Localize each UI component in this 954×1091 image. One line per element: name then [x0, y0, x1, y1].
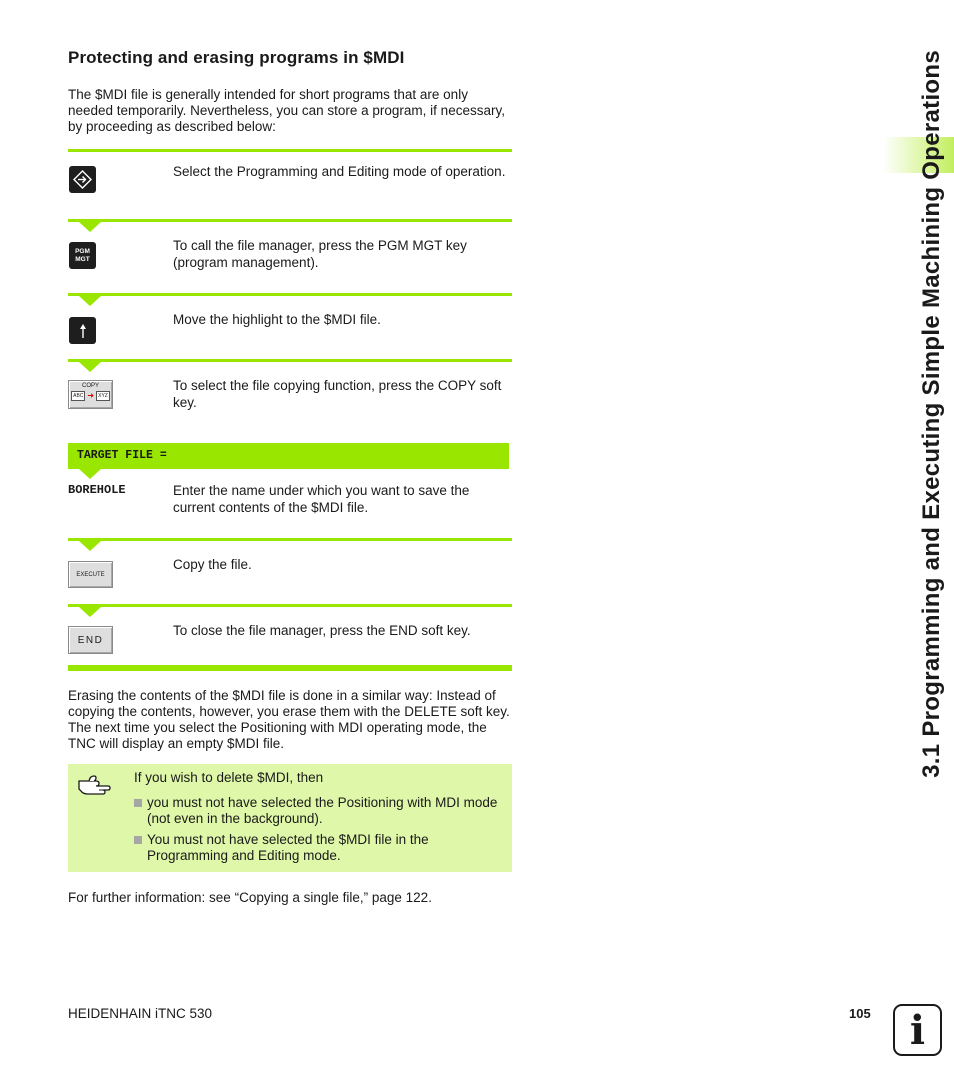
- file-name-input-value: BOREHOLE: [68, 483, 126, 497]
- step-arrow-icon: [79, 607, 101, 617]
- step-divider: [68, 359, 512, 362]
- bullet-icon: [134, 836, 142, 844]
- bullet-icon: [134, 799, 142, 807]
- erase-paragraph: Erasing the contents of the $MDI file is done in a similar way: Instead of copying the contents, however, you erase them with the DELETE soft key. The next time you select the Positioning with MDI operating mode, the TNC will display an empty $MDI file.: [68, 688, 510, 751]
- note-title: If you wish to delete $MDI, then: [134, 770, 324, 785]
- step-arrow-icon: [79, 469, 101, 479]
- copy-to-document-icon: XYZ: [98, 393, 108, 399]
- pgm-mgt-key: [69, 242, 96, 269]
- section-heading: Protecting and erasing programs in $MDI: [68, 48, 405, 67]
- info-icon: i: [893, 1004, 942, 1056]
- step-arrow-icon: [79, 222, 101, 232]
- copy-softkey: [68, 380, 113, 409]
- target-file-prompt: TARGET FILE =: [68, 443, 509, 469]
- programming-editing-mode-icon: [69, 166, 96, 193]
- note-list-item: [134, 832, 504, 864]
- footer-product-name: HEIDENHAIN iTNC 530: [68, 1006, 213, 1021]
- step-text: Move the highlight to the $MDI file.: [173, 312, 381, 327]
- note-item-text: you must not have selected the Positioning with MDI mode (not even in the background).: [147, 795, 498, 826]
- pgm-mgt-key-line1: PGM: [75, 247, 90, 255]
- execute-softkey: EXECUTE: [68, 561, 113, 588]
- intro-paragraph: The $MDI file is generally intended for short programs that are only needed temporarily. Nevertheless, you can store a program, if necessary, by proceeding as described below:: [68, 87, 505, 134]
- step-arrow-icon: [79, 541, 101, 551]
- step-text: Copy the file.: [173, 557, 252, 572]
- step-divider: [68, 149, 512, 152]
- copy-from-document-icon: ABC: [73, 393, 84, 399]
- section-end-divider: [68, 665, 512, 671]
- step-text: To close the file manager, press the END soft key.: [173, 623, 471, 638]
- page-number: 105: [849, 1006, 871, 1021]
- copy-arrow-icon: ➜: [87, 391, 95, 400]
- step-text: Enter the name under which you want to save the current contents of the $MDI file.: [173, 483, 470, 515]
- note-list-item: [134, 795, 504, 827]
- note-box: [68, 764, 512, 872]
- chapter-side-title-text: 3.1 Programming and Executing Simple Machining Operations: [918, 50, 945, 778]
- step-divider: [68, 219, 512, 222]
- pgm-mgt-key-line2: MGT: [75, 255, 90, 263]
- step-text: To call the file manager, press the PGM MGT key (program management).: [173, 238, 467, 270]
- step-divider: [68, 604, 512, 607]
- step-divider: [68, 538, 512, 541]
- further-info-text: For further information: see “Copying a single file,” page 122.: [68, 890, 432, 905]
- step-text: Select the Programming and Editing mode of operation.: [173, 164, 506, 179]
- end-softkey: END: [68, 626, 113, 654]
- step-arrow-icon: [79, 362, 101, 372]
- step-divider: [68, 293, 512, 296]
- copy-softkey-label: COPY: [81, 383, 99, 389]
- note-item-text: You must not have selected the $MDI file in the Programming and Editing mode.: [147, 832, 429, 863]
- step-text: To select the file copying function, press the COPY soft key.: [173, 378, 502, 410]
- arrow-up-icon: [69, 317, 96, 344]
- pointing-hand-icon: [77, 773, 111, 802]
- step-arrow-icon: [79, 296, 101, 306]
